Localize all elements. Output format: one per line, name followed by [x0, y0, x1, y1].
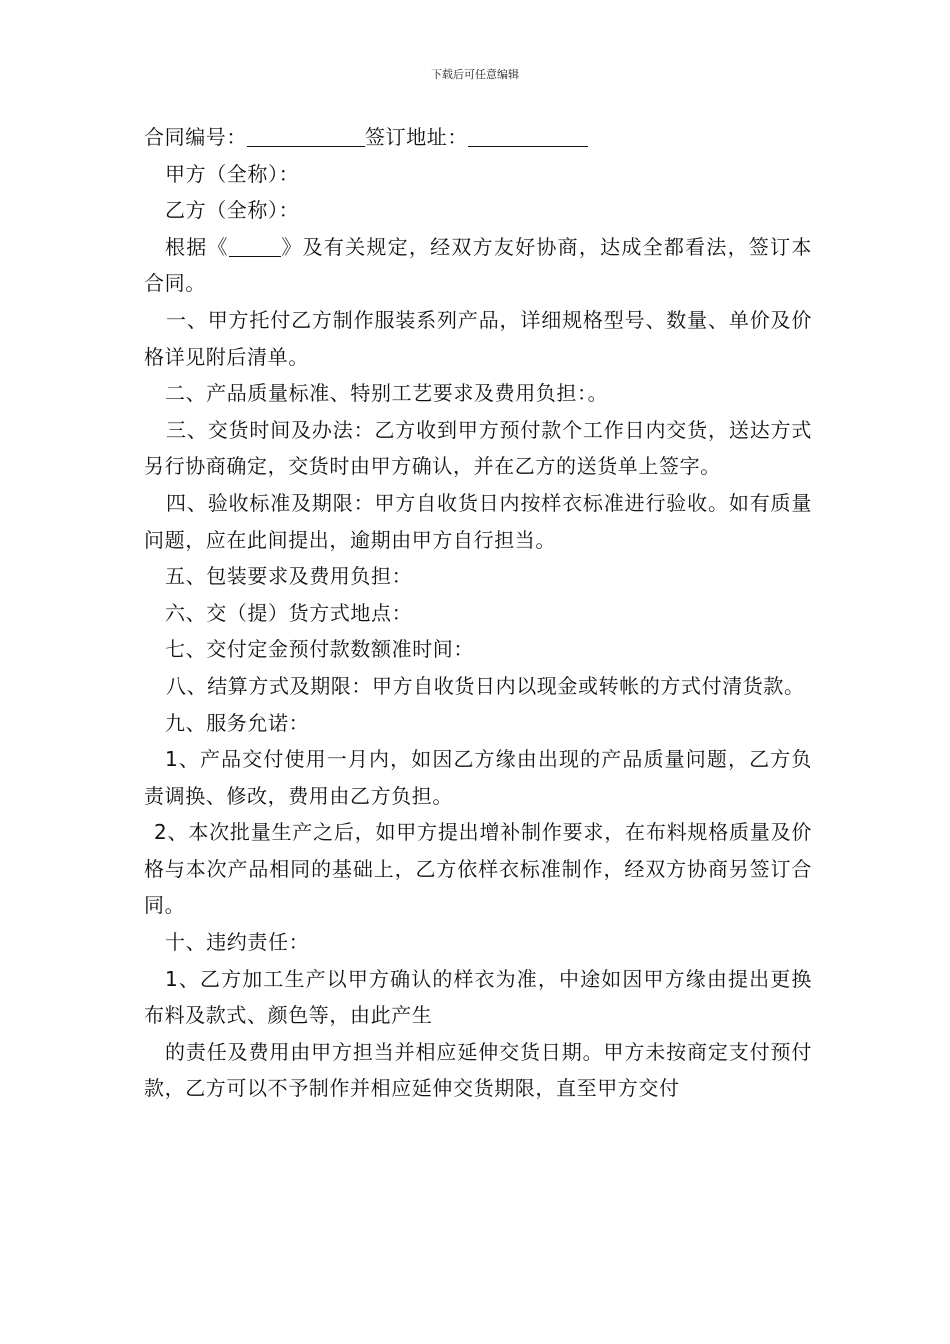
clause-6: 六、交（提）货方式地点： — [165, 600, 413, 625]
clause-3: 三、交货时间及办法：乙方收到甲方预付款个工作日内交货，送达方式另行协商确定，交货时由甲方确认，并在乙方的送货单上签字。 — [144, 417, 812, 479]
clause-7: 七、交付定金预付款数额准时间： — [165, 637, 474, 662]
page-header-note: 下载后可任意编辑 — [431, 68, 519, 81]
basis-paragraph — [144, 229, 812, 302]
clause-5: 五、包装要求及费用负担： — [165, 564, 413, 589]
clause-8: 八、结算方式及期限：甲方自收货日内以现金或转帐的方式付清货款。 — [166, 673, 805, 698]
law-name-blank — [229, 232, 281, 257]
clause-4: 四、验收标准及期限：甲方自收货日内按样衣标准进行验收。如有质量问题，应在此间提出，逾期由甲方自行担当。 — [144, 490, 812, 552]
signing-location-blank — [468, 122, 588, 147]
clause-9-item-1: 1、产品交付使用一月内，如因乙方缘由出现的产品质量问题，乙方负责调换、修改，费用由乙方负担。 — [144, 747, 812, 808]
clause-10-item-1-continued: 的责任及费用由甲方担当并相应延伸交货日期。甲方未按商定支付预付款，乙方可以不予制作并相应延伸交货期限，直至甲方交付 — [144, 1039, 812, 1101]
basis-post-text: 》及有关规定，经双方友好协商，达成全都看法，签订本合同。 — [144, 234, 812, 296]
basis-pre-text: 根据《 — [165, 234, 229, 259]
contract-number-blank — [247, 122, 365, 147]
clause-9: 九、服务允诺： — [165, 710, 310, 735]
contract-number-line — [144, 119, 812, 156]
party-a-line: 甲方（全称）： — [165, 161, 300, 186]
contract-body — [144, 119, 812, 1107]
contract-number-label: 合同编号： — [144, 125, 247, 149]
party-b-line: 乙方（全称）： — [165, 198, 300, 223]
signing-location-label: 签订地址： — [365, 125, 468, 149]
clause-10-item-1: 1、乙方加工生产以甲方确认的样衣为准，中途如因甲方缘由提出更换布料及款式、颜色等，由此产生 — [144, 966, 812, 1028]
clause-2: 二、产品质量标准、特别工艺要求及费用负担：。 — [165, 381, 609, 406]
clause-9-item-2: 2、本次批量生产之后，如甲方提出增补制作要求，在布料规格质量及价格与本次产品相同的基础上，乙方依样衣标准制作，经双方协商另签订合同。 — [144, 820, 812, 918]
clause-10: 十、违约责任： — [165, 930, 310, 955]
clause-1: 一、甲方托付乙方制作服装系列产品，详细规格型号、数量、单价及价格详见附后清单。 — [144, 307, 812, 369]
